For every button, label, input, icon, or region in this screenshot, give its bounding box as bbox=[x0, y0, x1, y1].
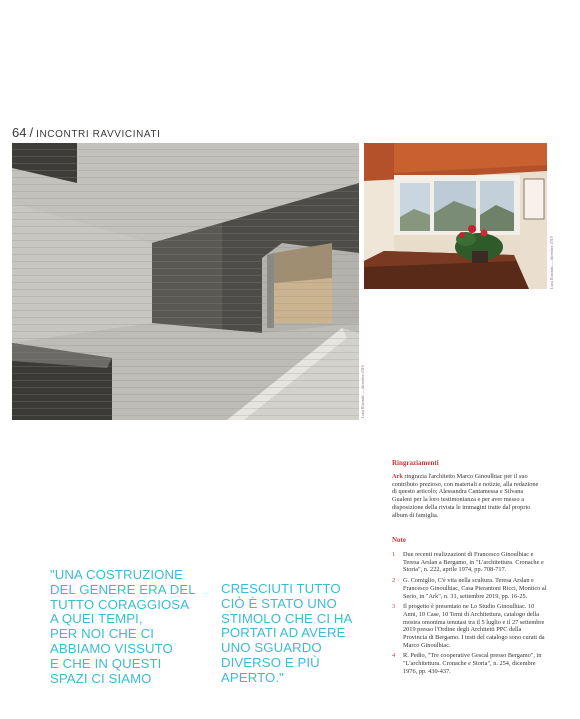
note-number: 2 bbox=[392, 577, 396, 585]
notes-list bbox=[392, 551, 547, 679]
note-number: 4 bbox=[392, 652, 396, 660]
acknowledgements-heading: Ringraziamenti bbox=[392, 459, 439, 467]
note-item bbox=[392, 603, 547, 649]
pull-quote-right: CRESCIUTI TUTTO CIÒ È STATO UNO STIMOLO CHE CI HA PORTATI AD AVERE UNO SGUARDO DIVERSO E PIÙ APERTO." bbox=[221, 581, 353, 685]
note-item bbox=[392, 577, 547, 600]
interior-illustration bbox=[364, 143, 547, 289]
note-text: Due recenti realizzazioni di Francesco Ginoulhiac e Teresa Arslan a Bergamo, in "L'architettura. Cronache e Storia", n. 222, aprile 1974, pp. 708-717. bbox=[403, 551, 544, 574]
note-text: R. Pedio, "Tre cooperative Gescal presso Bergamo", in "L'architettura. Cronache e Storia", n. 254, dicembre 1976, pp. 430-437. bbox=[403, 652, 542, 675]
concrete-building-illustration bbox=[12, 143, 359, 420]
notes-heading: Note bbox=[392, 536, 406, 544]
pull-quote-left: "UNA COSTRUZIONE DEL GENERE ERA DEL TUTTO CORAGGIOSA A QUEI TEMPI, PER NOI CHE CI ABBIAMO VISSUTO E CHE IN QUESTI SPAZI CI SIAMO bbox=[50, 567, 196, 686]
note-text: Il progetto è presentato ne Lo Studio Ginoulhiac. 10 Anni, 10 Case, 10 Temi di Architettura, catalogo della mostra omonima tenutasi tra il 5 luglio e il 27 settembre 2019 presso l'Ordine degli Architetti PPC della Provincia di Bergamo. I testi del catalogo sono curati da Marco Ginoulhiac. bbox=[403, 603, 545, 649]
note-item bbox=[392, 652, 547, 675]
photo-concrete-building bbox=[12, 143, 359, 420]
note-number: 1 bbox=[392, 551, 396, 558]
page-header bbox=[12, 124, 161, 142]
photo-credit-main: Luca Rotondo — dicembre 2019 bbox=[360, 365, 365, 418]
photo-interior bbox=[364, 143, 547, 289]
page-number: 64 bbox=[12, 125, 27, 140]
note-item bbox=[392, 551, 547, 574]
note-text: G. Comiglio, C'è vita nella scultura. Teresa Arslan e Francesco Ginoulhiac, Casa Pierantoni Ricci, Montico al Serio, in "Ark", n. 31, settembre 2019, pp. 16-25. bbox=[403, 577, 547, 600]
photo-credit-interior: Luca Rotondo — dicembre 2019 bbox=[549, 236, 554, 289]
note-number: 3 bbox=[392, 603, 396, 611]
brand-name: Ark bbox=[392, 473, 403, 480]
section-title: INCONTRI RAVVICINATI bbox=[36, 129, 161, 140]
acknowledgements-body: ringrazia l'architetto Marco Ginoulhiac per il suo contributo prezioso, con materiali e notizie, alla redazione di questo articolo; Alessandra Cantamessa e Silvana Gualeni per la loro testimonianza e per aver messo a disposizione della rivista le immagini tratte dal proprio album di famiglia. bbox=[392, 473, 539, 519]
acknowledgements-text bbox=[392, 473, 542, 519]
header-separator: / bbox=[29, 125, 34, 140]
